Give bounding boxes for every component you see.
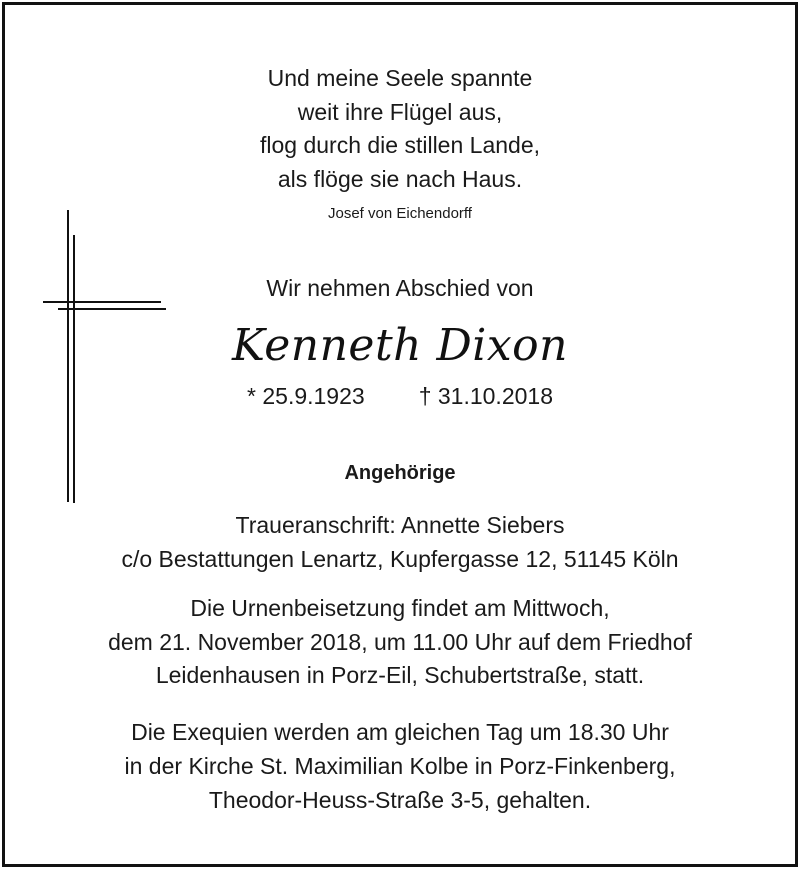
poem-author: Josef von Eichendorff: [328, 205, 472, 222]
burial-line-3: Leidenhausen in Porz-Eil, Schubertstraße, statt.: [155, 662, 645, 688]
life-dates: [5, 383, 795, 410]
exequies-line-2: in der Kirche St. Maximilian Kolbe in Porz-Finkenberg,: [124, 753, 676, 779]
obituary-card: [2, 2, 798, 867]
poem-line-4: als flöge sie nach Haus.: [277, 166, 523, 192]
address-line-2: c/o Bestattungen Lenartz, Kupfergasse 12, 51145 Köln: [121, 546, 679, 572]
farewell-intro: Wir nehmen Abschied von: [266, 275, 534, 301]
address-line-1: Traueranschrift: Annette Siebers: [235, 512, 565, 538]
poem-line-1: Und meine Seele spannte: [267, 65, 533, 91]
burial-line-1: Die Urnenbeisetzung findet am Mittwoch,: [190, 595, 610, 621]
birth-date: * 25.9.1923: [247, 383, 365, 409]
poem-line-3: flog durch die stillen Lande,: [259, 132, 541, 158]
relatives-label: Angehörige: [344, 462, 456, 484]
poem-line-2: weit ihre Flügel aus,: [297, 99, 503, 125]
death-date: † 31.10.2018: [418, 383, 553, 409]
exequies-line-3: Theodor-Heuss-Straße 3-5, gehalten.: [208, 787, 592, 813]
burial-line-2: dem 21. November 2018, um 11.00 Uhr auf dem Friedhof: [108, 629, 692, 655]
exequies-line-1: Die Exequien werden am gleichen Tag um 18.30 Uhr: [131, 719, 669, 745]
deceased-name: Kenneth Dixon: [232, 320, 568, 371]
